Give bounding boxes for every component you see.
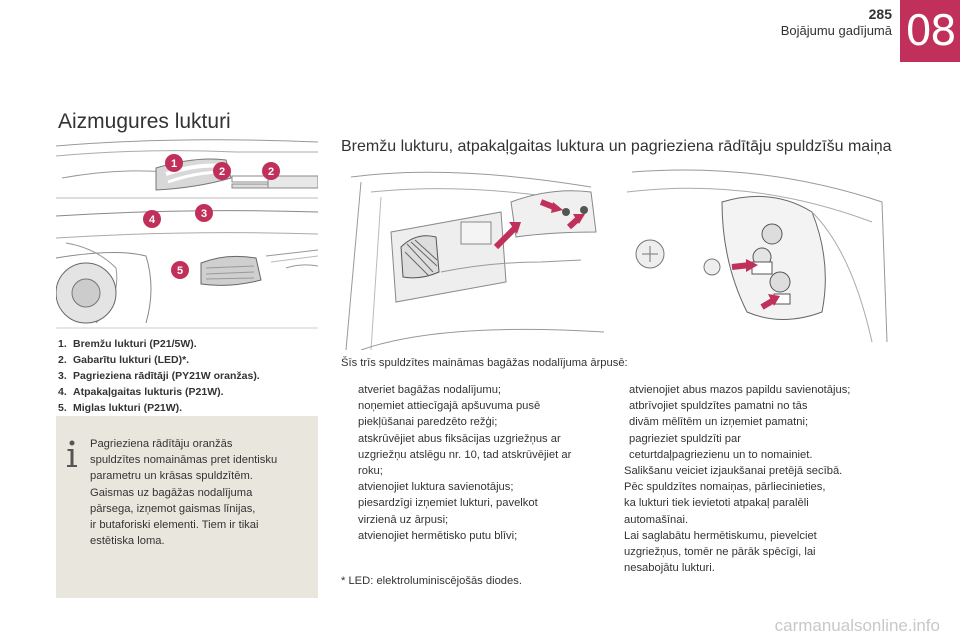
step-item: atveriet bagāžas nodalījumu; <box>341 382 603 398</box>
page-number: 285 <box>868 6 892 22</box>
step-item: atvienojiet abus mazos papildu savienotājus; <box>612 382 892 398</box>
legend-item: 2. Gabarītu lukturi (LED)*. <box>58 354 190 366</box>
bullet-icon <box>341 498 350 507</box>
rear-lights-illustration <box>56 138 318 333</box>
bullet-icon <box>341 434 350 443</box>
callout-3: 3 <box>200 208 208 220</box>
bullet-icon <box>341 482 350 491</box>
callout-2b: 2 <box>267 166 275 178</box>
callout-1: 1 <box>170 158 178 170</box>
footnote: * LED: elektroluminiscējošās diodes. <box>341 575 522 587</box>
info-icon <box>66 440 78 468</box>
legend-item: 1. Bremžu lukturi (P21/5W). <box>58 338 197 350</box>
step-item: atbrīvojiet spuldzītes pamatni no tās divām mēlītēm un izņemiet pamatni; <box>612 398 892 430</box>
bullet-icon <box>612 434 621 443</box>
closing-paragraph: Salikšanu veiciet izjaukšanai pretējā secībā. Pēc spuldzītes nomaiņas, pārliecinieties, ka lukturi tiek ievietoti atpakaļ paralēli automašīnai. Lai saglabātu hermētiskumu, pievelciet uzgriežņus, tomēr ne pārāk spēcīgi, lai nesabojātu lukturi. <box>624 465 843 575</box>
bullet-icon <box>341 401 350 410</box>
callout-5: 5 <box>176 265 184 277</box>
section-title: Bojājumu gadījumā <box>780 23 892 38</box>
step-item: noņemiet attiecīgajā apšuvuma pusē piekļūšanai paredzēto režģi; <box>341 398 603 430</box>
intro-text: Šīs trīs spuldzītes maināmas bagāžas nodalījuma ārpusē: <box>341 357 628 369</box>
step-item: piesardzīgi izņemiet lukturi, pavelkot virzienā uz ārpusi; <box>341 495 603 527</box>
lamp-unit-illustration <box>612 162 892 350</box>
steps-list-right <box>612 382 892 463</box>
info-text: Pagrieziena rādītāju oranžās spuldzītes nomaināmas pret identisku parametru un krāsas spuldzītēm. Gaismas uz bagāžas nodalījuma pārsega, izņemot gaismas līnijas, ir butaforiski elementi. Tiem ir tikai estētiska loma. <box>90 438 278 548</box>
section-subtitle: Bremžu lukturu, atpakaļgaitas luktura un pagrieziena rādītāju spuldzīšu maiņa <box>341 138 892 155</box>
bullet-icon <box>612 401 621 410</box>
watermark: carmanualsonline.info <box>774 616 940 635</box>
legend-item: 5. Miglas lukturi (P21W). <box>58 402 183 414</box>
legend-item: 4. Atpakaļgaitas lukturis (P21W). <box>58 386 224 398</box>
step-item: atvienojiet hermētisko putu blīvi; <box>341 528 603 544</box>
step-item: pagrieziet spuldzīti par ceturtdaļpagriezienu un to nomainiet. <box>612 431 892 463</box>
chapter-tab: 08 <box>900 0 960 62</box>
callout-4: 4 <box>148 214 156 226</box>
bullet-icon <box>612 385 621 394</box>
callout-2a: 2 <box>218 166 226 178</box>
step-item: atskrūvējiet abus fiksācijas uzgriežņus ar uzgriežņu atslēgu nr. 10, tad atskrūvējiet ar roku; <box>341 431 603 480</box>
steps-list-left <box>341 382 603 544</box>
page-title: Aizmugures lukturi <box>58 110 231 133</box>
bullet-icon <box>341 531 350 540</box>
parts-legend <box>58 336 260 416</box>
legend-item: 3. Pagrieziena rādītāji (PY21W oranžas). <box>58 370 260 382</box>
bullet-icon <box>341 385 350 394</box>
trunk-interior-illustration <box>341 162 604 350</box>
step-item: atvienojiet luktura savienotājus; <box>341 479 603 495</box>
